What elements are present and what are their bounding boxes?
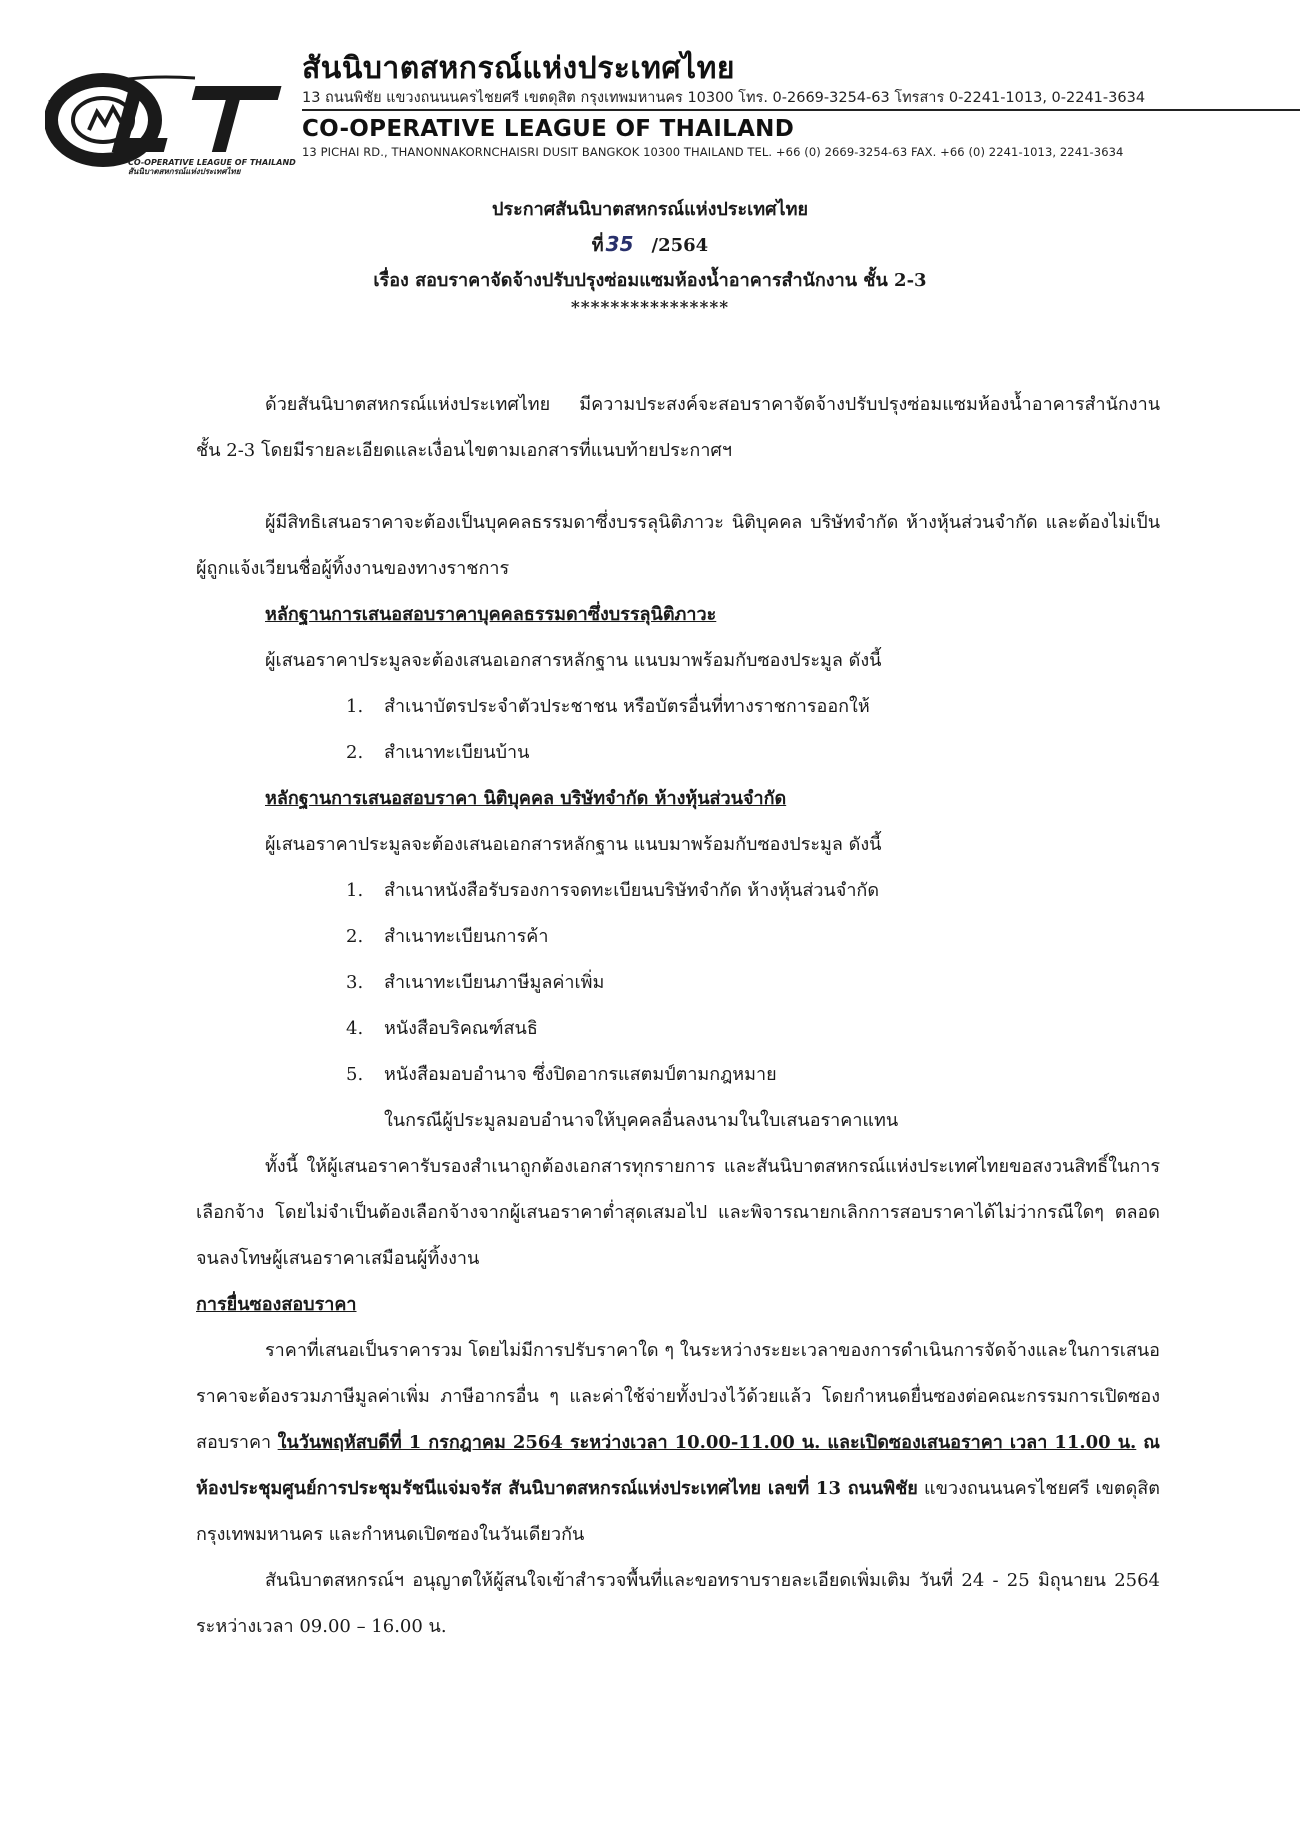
handwritten-number: 35 bbox=[605, 232, 634, 256]
paragraph-reservation: ทั้งนี้ ให้ผู้เสนอราคารับรองสำเนาถูกต้องเอกสารทุกรายการ และสันนิบาตสหกรณ์แห่งประเทศไทยขอสงวนสิทธิ์ในการเลือกจ้าง โดยไม่จำเป็นต้องเลือกจ้างจากผู้เสนอราคาต่ำสุดเสมอไป และพิจารณายกเลิกการสอบราคาได้ไม่ว่ากรณีใดๆ ตลอดจนลงโทษผู้เสนอราคาเสมือนผู้ทิ้งงาน bbox=[196, 1156, 1160, 1269]
list-item: 4. หนังสือบริคณฑ์สนธิ bbox=[346, 1018, 538, 1039]
org-name-thai: สันนิบาตสหกรณ์แห่งประเทศไทย bbox=[302, 51, 735, 86]
list-item: 2. สำเนาทะเบียนบ้าน bbox=[346, 742, 530, 763]
intro-company-evidence: ผู้เสนอราคาประมูลจะต้องเสนอเอกสารหลักฐาน แนบมาพร้อมกับซองประมูล ดังนี้ bbox=[265, 834, 882, 855]
list-item: 1. สำเนาหนังสือรับรองการจดทะเบียนบริษัทจำกัด ห้างหุ้นส่วนจำกัด bbox=[346, 880, 880, 901]
list-company-evidence bbox=[196, 868, 1160, 1098]
org-name-english: CO-OPERATIVE LEAGUE OF THAILAND bbox=[302, 116, 795, 142]
list-person-evidence bbox=[196, 684, 1160, 776]
heading-company-evidence: หลักฐานการเสนอสอบราคา นิติบุคคล บริษัทจำกัด ห้างหุ้นส่วนจำกัด bbox=[265, 788, 787, 809]
org-info bbox=[302, 50, 1300, 160]
announcement-subject: เรื่อง สอบราคาจัดจ้างปรับปรุงซ่อมแซมห้องน้ำอาคารสำนักงาน ชั้น 2-3 bbox=[373, 270, 927, 291]
letterhead bbox=[40, 40, 1270, 176]
stars-divider: **************** bbox=[570, 298, 730, 318]
announcement-title: ประกาศสันนิบาตสหกรณ์แห่งประเทศไทย bbox=[491, 199, 809, 220]
org-address-thai: 13 ถนนพิชัย แขวงถนนนครไชยศรี เขตดุสิต กรุงเทพมหานคร 10300 โทร. 0-2669-3254-63 โทรสาร 0-2241-1013, 0-2241-3634 bbox=[302, 88, 1300, 111]
list-item: 1. สำเนาบัตรประจำตัวประชาชน หรือบัตรอื่นที่ทางราชการออกให้ bbox=[346, 696, 870, 717]
announcement-body bbox=[196, 382, 1160, 1650]
org-address-english: 13 PICHAI RD., THANONNAKORNCHAISRI DUSIT BANGKOK 10300 THAILAND TEL. +66 (0) 2669-3254-63 FAX. +66 (0) 2241-1013, 2241-3634 bbox=[302, 145, 1124, 159]
paragraph-submission: ราคาที่เสนอเป็นราคารวม โดยไม่มีการปรับราคาใด ๆ ในระหว่างระยะเวลาของการดำเนินการจัดจ้างและในการเสนอราคาจะต้องรวมภาษีมูลค่าเพิ่ม ภาษีอากรอื่น ๆ และค่าใช้จ่ายทั้งปวงไว้ด้วยแล้ว โดยกำหนดยื่นซองต่อคณะกรรมการเปิดซองสอบราคา ในวันพฤหัสบดีที่ 1 กรกฎาคม 2564 ระหว่างเวลา 10.00-11.00 น. และเปิดซองเสนอราคา เวลา 11.00 น. ณ ห้องประชุมศูนย์การประชุมรัชนีแจ่มจรัส สันนิบาตสหกรณ์แห่งประเทศไทย เลขที่ 13 ถนนพิชัย แขวงถนนนครไชยศรี เขตดุสิต กรุงเทพมหานคร และกำหนดเปิดซองในวันเดียวกัน bbox=[196, 1340, 1160, 1545]
paragraph-eligibility: ผู้มีสิทธิเสนอราคาจะต้องเป็นบุคคลธรรมดาซึ่งบรรลุนิติภาวะ นิติบุคคล บริษัทจำกัด ห้างหุ้นส่วนจำกัด และต้องไม่เป็นผู้ถูกแจ้งเวียนชื่อผู้ทิ้งงานของทางราชการ bbox=[196, 512, 1160, 579]
list-item: 3. สำเนาทะเบียนภาษีมูลค่าเพิ่ม bbox=[346, 972, 605, 993]
intro-person-evidence: ผู้เสนอราคาประมูลจะต้องเสนอเอกสารหลักฐาน แนบมาพร้อมกับซองประมูล ดังนี้ bbox=[265, 650, 882, 671]
submission-date: ในวันพฤหัสบดีที่ 1 กรกฎาคม 2564 ระหว่างเวลา 10.00-11.00 น. และเปิดซองเสนอราคา เวลา 11.00 น. bbox=[277, 1432, 1137, 1453]
number-year: /2564 bbox=[651, 235, 709, 256]
heading-person-evidence: หลักฐานการเสนอสอบราคาบุคคลธรรมดาซึ่งบรรลุนิติภาวะ bbox=[265, 604, 717, 625]
heading-submission: การยื่นซองสอบราคา bbox=[196, 1294, 357, 1315]
list-item: 2. สำเนาทะเบียนการค้า bbox=[346, 926, 549, 947]
number-prefix: ที่ bbox=[591, 235, 604, 256]
paragraph-purpose: ด้วยสันนิบาตสหกรณ์แห่งประเทศไทย มีความประสงค์จะสอบราคาจัดจ้างปรับปรุงซ่อมแซมห้องน้ำอาคารสำนักงาน ชั้น 2-3 โดยมีรายละเอียดและเงื่อนไขตามเอกสารที่แนบท้ายประกาศฯ bbox=[196, 394, 1160, 461]
announcement-number bbox=[0, 227, 1300, 263]
list-item: 5. หนังสือมอบอำนาจ ซึ่งปิดอากรแสตมป์ตามกฎหมาย bbox=[346, 1064, 777, 1085]
note-proxy: ในกรณีผู้ประมูลมอบอำนาจให้บุคคลอื่นลงนามในใบเสนอราคาแทน bbox=[384, 1110, 899, 1131]
logo-caption: CO-OPERATIVE LEAGUE OF THAILAND สันนิบาตสหกรณ์แห่งประเทศไทย bbox=[128, 158, 296, 176]
announcement-header bbox=[0, 192, 1300, 318]
paragraph-site-visit: สันนิบาตสหกรณ์ฯ อนุญาตให้ผู้สนใจเข้าสำรวจพื้นที่และขอทราบรายละเอียดเพิ่มเติม วันที่ 24 - 25 มิถุนายน 2564 ระหว่างเวลา 09.00 – 16.00 น. bbox=[196, 1570, 1160, 1637]
